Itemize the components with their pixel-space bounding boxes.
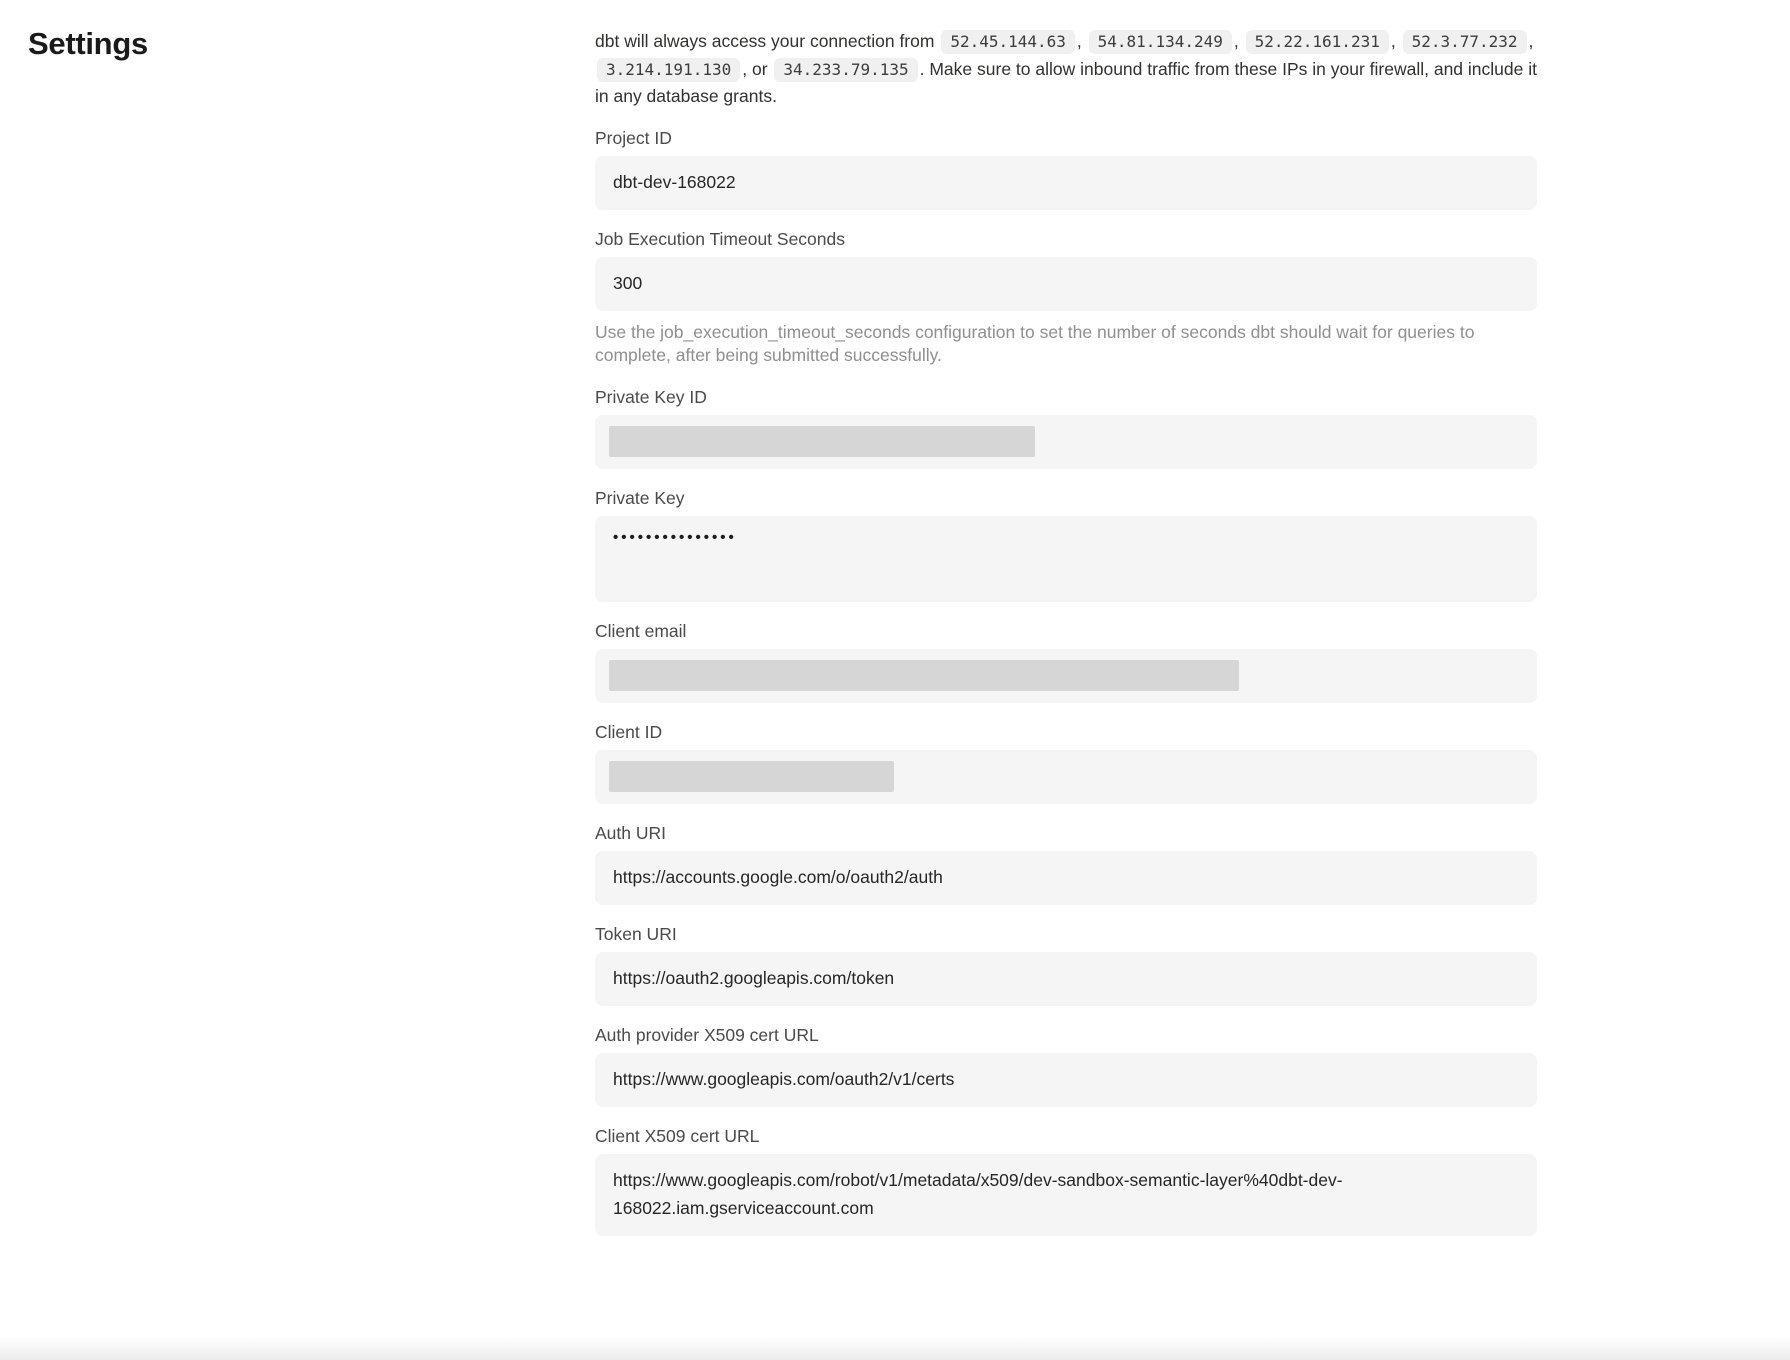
- private-key-field[interactable]: [595, 516, 1537, 602]
- job-timeout-value: 300: [613, 273, 643, 293]
- client-id-group: [595, 722, 1537, 804]
- auth-uri-field[interactable]: [595, 851, 1537, 905]
- separator-text: ,: [1076, 31, 1087, 51]
- redacted-value-bar: [609, 426, 1035, 457]
- private-key-group: [595, 488, 1537, 602]
- job-timeout-help-text: Use the job_execution_timeout_seconds configuration to set the number of seconds dbt should wait for queries to complete, after being submitted successfully.: [595, 321, 1475, 365]
- redacted-value-bar: [609, 761, 894, 792]
- auth-uri-value: https://accounts.google.com/o/oauth2/auth: [613, 867, 943, 887]
- job-timeout-group: [595, 229, 1537, 368]
- job-timeout-label: Job Execution Timeout Seconds: [595, 228, 846, 249]
- client-id-field[interactable]: [595, 750, 1537, 804]
- auth-provider-cert-value: https://www.googleapis.com/oauth2/v1/certs: [613, 1069, 955, 1089]
- separator-text: ,: [1528, 31, 1534, 51]
- ip-address-chip: 52.45.144.63: [941, 30, 1075, 54]
- intro-text: dbt will always access your connection from: [595, 31, 940, 51]
- ip-address-chip: 54.81.134.249: [1089, 30, 1232, 54]
- ip-address-chip: 3.214.191.130: [597, 58, 740, 82]
- client-id-label: Client ID: [595, 721, 663, 742]
- private-key-label: Private Key: [595, 487, 685, 508]
- project-id-value: dbt-dev-168022: [613, 172, 736, 192]
- project-id-label: Project ID: [595, 127, 672, 148]
- token-uri-group: [595, 924, 1537, 1006]
- client-cert-field[interactable]: [595, 1154, 1537, 1236]
- intro-text: . Make sure to allow inbound traffic from these IPs in your firewall, and include it in any database grants.: [595, 58, 1537, 106]
- token-uri-field[interactable]: [595, 952, 1537, 1006]
- private-key-id-group: [595, 387, 1537, 469]
- auth-provider-cert-label: Auth provider X509 cert URL: [595, 1024, 819, 1045]
- connection-ip-notice: [595, 28, 1537, 111]
- auth-uri-label: Auth URI: [595, 822, 666, 843]
- separator-text: ,: [1390, 31, 1401, 51]
- client-email-label: Client email: [595, 620, 687, 641]
- redacted-value-bar: [609, 660, 1239, 691]
- auth-uri-group: [595, 823, 1537, 905]
- token-uri-label: Token URI: [595, 923, 677, 944]
- page-title: Settings: [28, 26, 148, 61]
- private-key-id-field[interactable]: [595, 415, 1537, 469]
- project-id-field[interactable]: [595, 156, 1537, 210]
- client-cert-label: Client X509 cert URL: [595, 1125, 760, 1146]
- separator-text: ,: [1233, 31, 1244, 51]
- auth-provider-cert-field[interactable]: [595, 1053, 1537, 1107]
- private-key-masked-value: •••••••••••••••: [613, 528, 737, 546]
- project-id-group: [595, 128, 1537, 210]
- separator-text: , or: [742, 58, 773, 79]
- ip-address-chip: 34.233.79.135: [774, 58, 917, 82]
- job-timeout-field[interactable]: [595, 257, 1537, 311]
- ip-address-chip: 52.22.161.231: [1246, 30, 1389, 54]
- auth-provider-cert-group: [595, 1025, 1537, 1107]
- token-uri-value: https://oauth2.googleapis.com/token: [613, 968, 895, 988]
- client-email-group: [595, 621, 1537, 703]
- bottom-scroll-shadow: [0, 1336, 1790, 1360]
- client-cert-value: https://www.googleapis.com/robot/v1/metadata/x509/dev-sandbox-semantic-layer%40dbt-dev-168022.iam.gserviceaccount.com: [613, 1169, 1343, 1218]
- private-key-id-label: Private Key ID: [595, 386, 707, 407]
- client-email-field[interactable]: [595, 649, 1537, 703]
- client-cert-group: [595, 1126, 1537, 1236]
- settings-form: [595, 28, 1537, 1255]
- ip-address-chip: 52.3.77.232: [1403, 30, 1527, 54]
